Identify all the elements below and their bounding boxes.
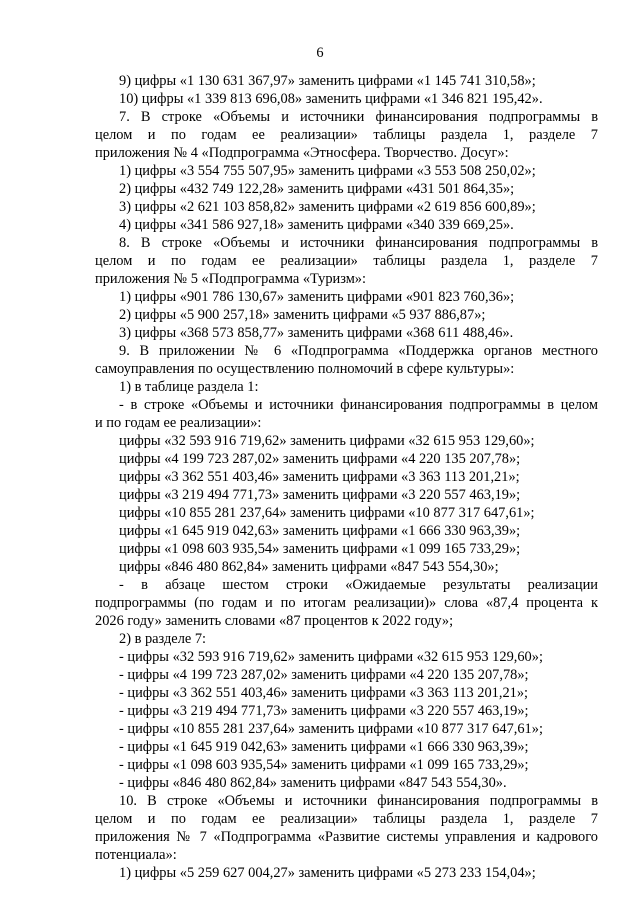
text-line: целом и по годам ее реализации» таблицы раздела 1, разделе 7 [95, 253, 598, 269]
text-line: цифры «3 362 551 403,46» заменить цифрами «3 363 113 201,21»; [119, 469, 520, 485]
text-line: 2) цифры «5 900 257,18» заменить цифрами «5 937 886,87»; [119, 307, 486, 323]
text-line: 1) цифры «3 554 755 507,95» заменить цифрами «3 553 508 250,02»; [119, 163, 536, 179]
text-line: - цифры «1 098 603 935,54» заменить цифрами «1 099 165 733,29»; [119, 757, 529, 773]
text-line: приложения № 4 «Подпрограмма «Этносфера. Творчество. Досуг»: [95, 145, 509, 161]
text-line: подпрограммы (по годам и по итогам реализации)» слова «87,4 процента к [95, 595, 598, 611]
text-line: - цифры «1 645 919 042,63» заменить цифрами «1 666 330 963,39»; [119, 739, 529, 755]
text-line: 2026 году» заменить словами «87 процентов к 2022 году»; [95, 613, 454, 629]
text-line: 2) цифры «432 749 122,28» заменить цифрами «431 501 864,35»; [119, 181, 515, 197]
text-line: цифры «4 199 723 287,02» заменить цифрами «4 220 135 207,78»; [119, 451, 521, 467]
text-line: 1) цифры «901 786 130,67» заменить цифрами «901 823 760,36»; [119, 289, 515, 305]
text-line: целом и по годам ее реализации» таблицы раздела 1, разделе 7 [95, 127, 598, 143]
text-line: цифры «1 645 919 042,63» заменить цифрами «1 666 330 963,39»; [119, 523, 521, 539]
text-line: - цифры «3 219 494 771,73» заменить цифрами «3 220 557 463,19»; [119, 703, 529, 719]
text-line: 9) цифры «1 130 631 367,97» заменить цифрами «1 145 741 310,58»; [119, 73, 536, 89]
text-line: 8. В строке «Объемы и источники финансирования подпрограммы в [119, 235, 598, 251]
text-line: 10. В строке «Объемы и источники финансирования подпрограммы в [119, 793, 598, 809]
text-line: 10) цифры «1 339 813 696,08» заменить цифрами «1 346 821 195,42». [119, 91, 543, 107]
text-line: приложения № 7 «Подпрограмма «Развитие системы управления и кадрового [95, 829, 598, 845]
text-line: цифры «10 855 281 237,64» заменить цифрами «10 877 317 647,61»; [119, 505, 535, 521]
text-line: - цифры «3 362 551 403,46» заменить цифрами «3 363 113 201,21»; [119, 685, 529, 701]
text-line: - цифры «10 855 281 237,64» заменить цифрами «10 877 317 647,61»; [119, 721, 543, 737]
text-line: цифры «1 098 603 935,54» заменить цифрами «1 099 165 733,29»; [119, 541, 521, 557]
text-line: - цифры «32 593 916 719,62» заменить цифрами «32 615 953 129,60»; [119, 649, 543, 665]
text-line: - в абзаце шестом строки «Ожидаемые результаты реализации [119, 577, 598, 593]
text-line: 3) цифры «368 573 858,77» заменить цифрами «368 611 488,46». [119, 325, 514, 341]
text-line: - цифры «4 199 723 287,02» заменить цифрами «4 220 135 207,78»; [119, 667, 529, 683]
text-line: самоуправления по осуществлению полномочий в сфере культуры»: [95, 361, 515, 377]
text-line: 2) в разделе 7: [119, 631, 207, 647]
text-line: приложения № 5 «Подпрограмма «Туризм»: [95, 271, 367, 287]
page-number: 6 [316, 45, 324, 61]
text-line: и по годам ее реализации»: [95, 415, 262, 431]
text-line: 7. В строке «Объемы и источники финансирования подпрограммы в [119, 109, 598, 125]
text-line: 9. В приложении № 6 «Подпрограмма «Поддержка органов местного [119, 343, 598, 359]
text-line: - в строке «Объемы и источники финансирования подпрограммы в целом [119, 397, 598, 413]
text-line: 1) в таблице раздела 1: [119, 379, 259, 395]
text-line: цифры «32 593 916 719,62» заменить цифрами «32 615 953 129,60»; [119, 433, 535, 449]
text-line: 1) цифры «5 259 627 004,27» заменить цифрами «5 273 233 154,04»; [119, 865, 536, 881]
text-line: 3) цифры «2 621 103 858,82» заменить цифрами «2 619 856 600,89»; [119, 199, 536, 215]
text-line: - цифры «846 480 862,84» заменить цифрами «847 543 554,30». [119, 775, 507, 791]
text-line: цифры «846 480 862,84» заменить цифрами «847 543 554,30»; [119, 559, 499, 575]
text-line: 4) цифры «341 586 927,18» заменить цифрами «340 339 669,25». [119, 217, 514, 233]
text-line: целом и по годам ее реализации» таблицы раздела 1, разделе 7 [95, 811, 598, 827]
text-line: потенциала»: [95, 847, 177, 863]
text-line: цифры «3 219 494 771,73» заменить цифрами «3 220 557 463,19»; [119, 487, 521, 503]
